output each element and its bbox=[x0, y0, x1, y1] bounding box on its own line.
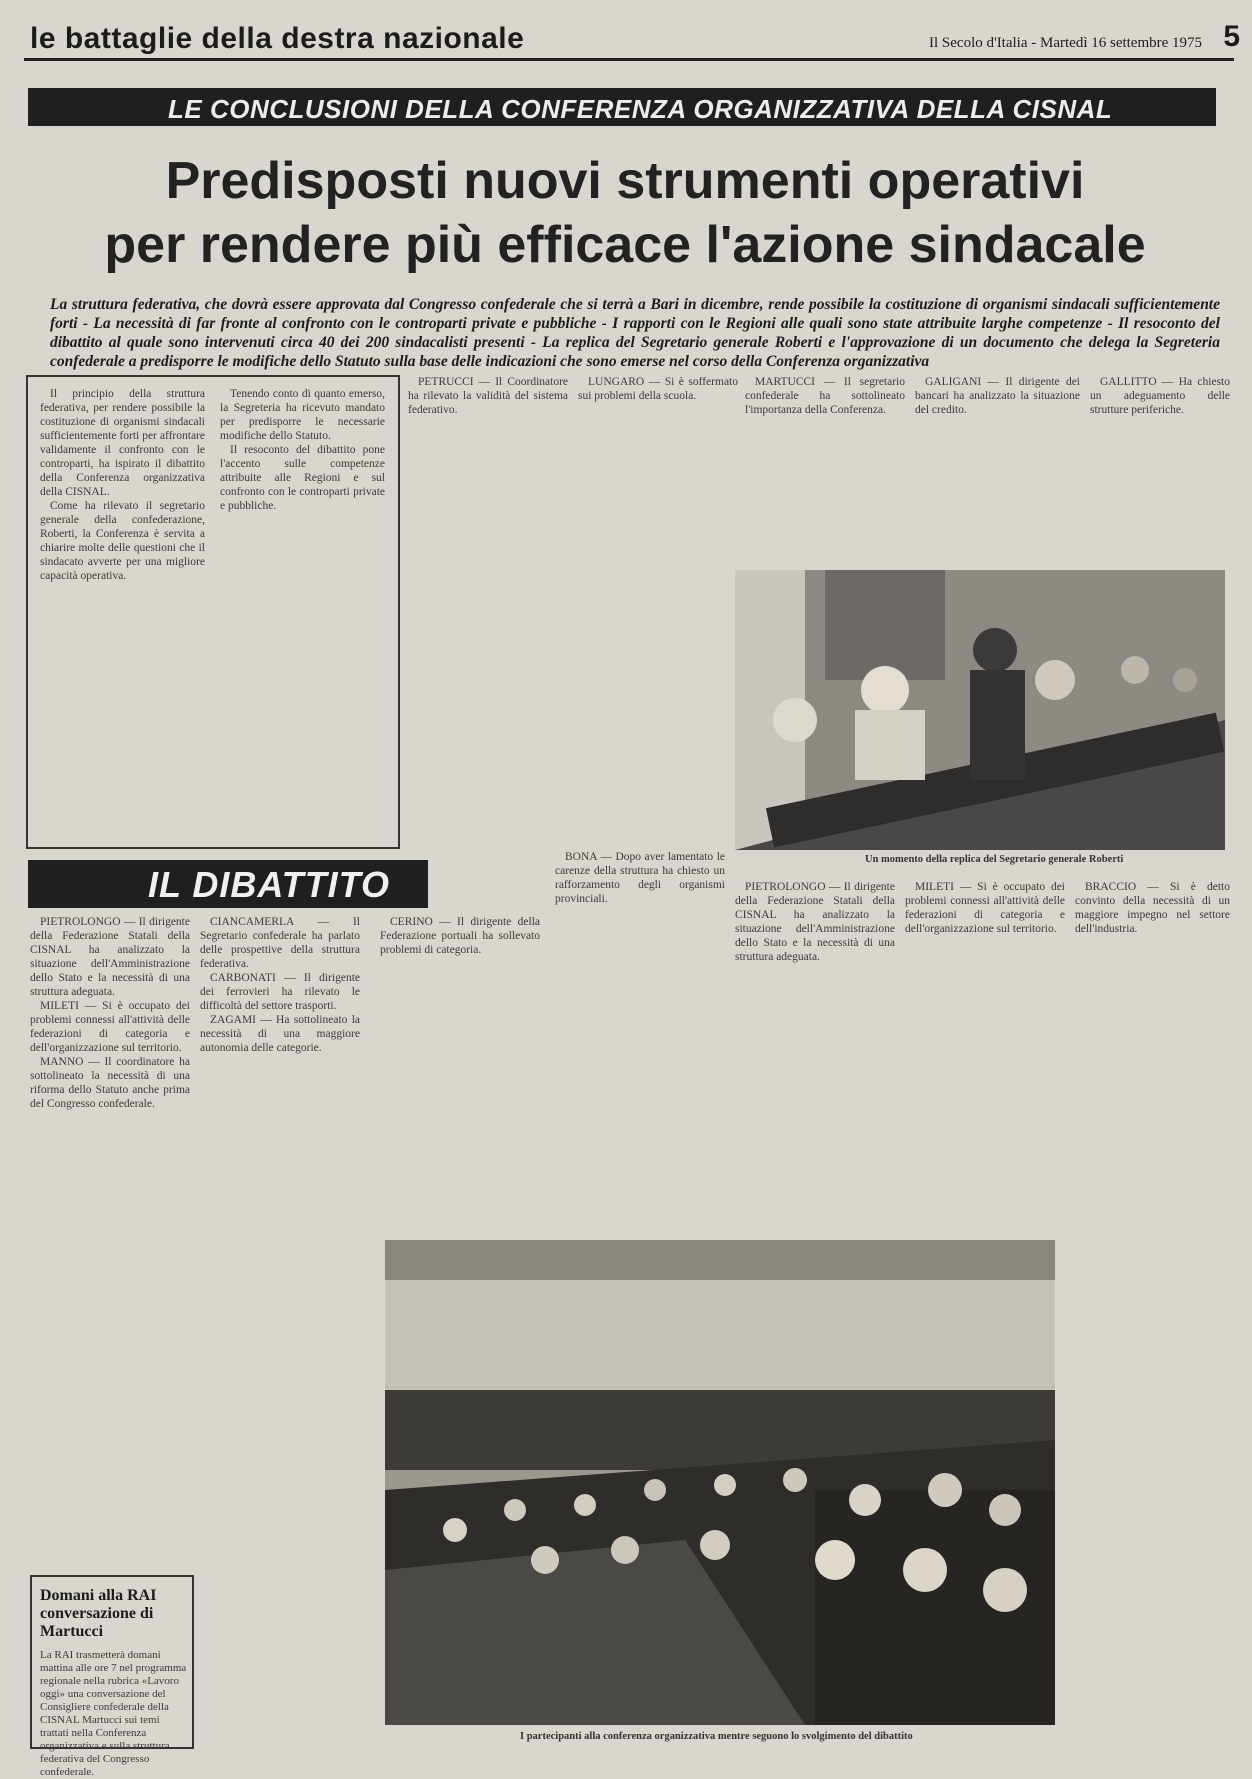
article-paragraph: CIANCAMERLA — Il Segretario confederale ha parlato delle prospettive della struttura federativa. bbox=[200, 916, 360, 970]
intro-paragraph: Tenendo conto di quanto emerso, la Segreteria ha ricevuto mandato per predisporre le necessarie modifiche dello Statuto. bbox=[220, 388, 385, 442]
dibattito-column-4 bbox=[555, 850, 725, 1235]
rai-box bbox=[30, 1575, 194, 1778]
intro-column-1 bbox=[40, 387, 205, 837]
section-title: le battaglie della destra nazionale bbox=[30, 22, 525, 55]
middle-column-5 bbox=[1090, 375, 1230, 565]
middle-column-1 bbox=[408, 375, 568, 845]
intro-column-2 bbox=[220, 387, 385, 837]
intro-paragraph: Il principio della struttura federativa, per rendere possibile la costituzione di organismi sindacali sufficientemente forti per affrontare validamente il confronto con le controparti, ha ispirato il dibattito della Conferenza organizzativa della CISNAL. bbox=[40, 388, 205, 498]
article-paragraph: MANNO — Il coordinatore ha sottolineato la necessità di una riforma dello Statuto anche prima del Congresso confederale. bbox=[30, 1056, 190, 1110]
audience-photo-illustration bbox=[385, 1240, 1055, 1725]
top-photo-caption: Un momento della replica del Segretario generale Roberti bbox=[865, 854, 1124, 865]
article-paragraph: CARBONATI — Il dirigente dei ferrovieri ha rilevato le difficoltà del settore trasporti. bbox=[200, 972, 360, 1012]
article-paragraph: PETRUCCI — Il Coordinatore ha rilevato la validità del sistema federativo. bbox=[408, 376, 568, 416]
intro-paragraph: Come ha rilevato il segretario generale della confederazione, Roberti, la Conferenza è servita a chiarire molte delle questioni che il sindacato avverte per una migliore capacità operativa. bbox=[40, 500, 205, 582]
photo-audience bbox=[385, 1240, 1055, 1725]
article-paragraph: GALLITTO — Ha chiesto un adeguamento delle strutture periferiche. bbox=[1090, 376, 1230, 416]
article-paragraph: MILETI — Si è occupato dei problemi connessi all'attività delle federazioni di categoria e dell'organizzazione sul territorio. bbox=[30, 1000, 190, 1054]
middle-column-4 bbox=[915, 375, 1080, 565]
page-number: 5 bbox=[1223, 20, 1240, 53]
article-paragraph: GALIGANI — Il dirigente dei bancari ha analizzato la situazione del credito. bbox=[915, 376, 1080, 416]
headline-line-2: per rendere più efficace l'azione sindacale bbox=[104, 216, 1146, 274]
article-paragraph: LUNGARO — Si è soffermato sui problemi della scuola. bbox=[578, 376, 738, 402]
bottom-photo-caption: I partecipanti alla conferenza organizzativa mentre seguono lo svolgimento del dibattito bbox=[520, 1731, 913, 1742]
article-paragraph: PIETROLONGO — Il dirigente della Federazione Statali della CISNAL ha analizzato la situazione dell'Amministrazione dello Stato e la necessità di una struttura adeguata. bbox=[735, 881, 895, 963]
speakers-photo-illustration bbox=[735, 570, 1225, 850]
masthead bbox=[24, 16, 1240, 61]
kicker-banner bbox=[28, 88, 1216, 126]
kicker-text: LE CONCLUSIONI DELLA CONFERENZA ORGANIZZATIVA DELLA CISNAL bbox=[168, 94, 1113, 124]
article-paragraph: CERINO — Il dirigente della Federazione portuali ha sollevato problemi di categoria. bbox=[380, 916, 540, 956]
article-paragraph: PIETROLONGO — Il dirigente della Federazione Statali della CISNAL ha analizzato la situazione dell'Amministrazione dello Stato e la necessità di una struttura adeguata. bbox=[30, 916, 190, 998]
headline-line-1: Predisposti nuovi strumenti operativi bbox=[165, 152, 1085, 210]
dibattito-title: IL DIBATTITO bbox=[148, 864, 390, 905]
article-summary: La struttura federativa, che dovrà essere approvata dal Congresso confederale che si terrà a Bari in dicembre, rende possibile la costituzione di organismi sindacali sufficientemente forti - La necessità di far fronte al confronto con le controparti private e pubbliche - I rapporti con le Regioni alle quali sono state attribuite larghe competenze - Il resoconto del dibattito al quale sono intervenuti circa 40 dei 200 sindacalisti presenti - La replica del Segretario generale Roberti e l'approvazione di un documento che delega la Segreteria confederale a predisporre le modifiche dello Statuto sulla base delle indicazioni che sono emerse nel corso della Conferenza organizzativa bbox=[50, 296, 1220, 370]
dibattito-banner bbox=[28, 860, 428, 908]
rai-box-body: La RAI trasmetterà domani mattina alle ore 7 nel programma regionale nella rubrica «Lavoro oggi» una conversazione del Consigliere confederale della CISNAL Martucci sui temi trattati nella Conferenza organizzativa e sulla struttura federativa del Congresso confederale. bbox=[40, 1649, 187, 1778]
dibattito-column-1 bbox=[30, 915, 190, 1565]
intro-article-box bbox=[26, 375, 400, 849]
dibattito-column-6 bbox=[905, 880, 1065, 1235]
dibattito-column-5 bbox=[735, 880, 895, 1235]
article-paragraph: MARTUCCI — Il segretario confederale ha sottolineato l'importanza della Conferenza. bbox=[745, 376, 905, 416]
intro-paragraph: Il resoconto del dibattito pone l'accento sulle competenze attribuite alle Regioni e sul confronto con le controparti private e pubbliche. bbox=[220, 444, 385, 512]
rai-box-title: Domani alla RAI conversazione di Martucci bbox=[40, 1587, 157, 1640]
article-paragraph: MILETI — Si è occupato dei problemi connessi all'attività delle federazioni di categoria e dell'organizzazione sul territorio. bbox=[905, 881, 1065, 935]
dibattito-column-7 bbox=[1075, 880, 1230, 1740]
headline bbox=[30, 150, 1220, 278]
middle-column-3 bbox=[745, 375, 905, 565]
article-paragraph: BONA — Dopo aver lamentato le carenze della struttura ha chiesto un rafforzamento degli organismi provinciali. bbox=[555, 851, 725, 905]
photo-speakers-table bbox=[735, 570, 1225, 850]
dibattito-column-3 bbox=[380, 915, 540, 1235]
middle-column-2 bbox=[578, 375, 738, 565]
dibattito-column-2 bbox=[200, 915, 360, 1735]
article-paragraph: ZAGAMI — Ha sottolineato la necessità di una maggiore autonomia delle categorie. bbox=[200, 1014, 360, 1054]
paper-date: Il Secolo d'Italia - Martedì 16 settembre 1975 bbox=[929, 35, 1203, 51]
article-paragraph: BRACCIO — Si è detto convinto della necessità di un maggiore impegno nel settore dell'industria. bbox=[1075, 881, 1230, 935]
